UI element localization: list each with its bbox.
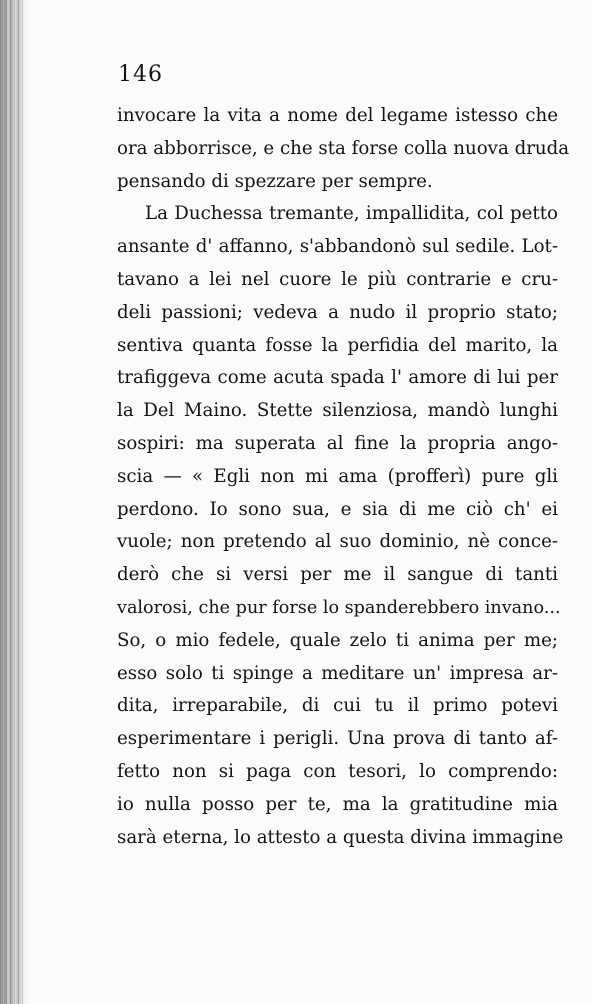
text-line: sospiri: ma superata al fine la propria ango- [117, 432, 558, 454]
text-line: ora abborrisce, e che sta forse colla nuova druda [117, 137, 570, 159]
text-line: vuole; non pretendo al suo dominio, nè conce- [117, 531, 558, 553]
text-line: dita, irreparabile, di cui tu il primo potevi [117, 695, 558, 717]
text-line: sarà eterna, lo attesto a questa divina immagine [117, 826, 564, 848]
text-line: la Del Maino. Stette silenziosa, mandò lunghi [117, 400, 558, 422]
text-line: esso solo ti spinge a meditare un' impresa ar- [117, 662, 558, 684]
book-binding-edge [0, 0, 30, 1004]
text-line: perdono. Io sono sua, e sia di me ciò ch' ei [117, 498, 558, 520]
text-line: pensando di spezzare per sempre. [117, 170, 433, 192]
text-line: trafiggeva come acuta spada l' amore di lui per [117, 367, 558, 389]
text-line: derò che si versi per me il sangue di tanti [117, 564, 558, 586]
text-line: So, o mio fedele, quale zelo ti anima per me; [117, 629, 558, 651]
page-number: 146 [118, 62, 163, 87]
text-line: esperimentare i perigli. Una prova di tanto af- [117, 728, 558, 750]
text-line: io nulla posso per te, ma la gratitudine mia [117, 793, 558, 815]
text-line: deli passioni; vedeva a nudo il proprio stato; [117, 301, 558, 323]
text-line: valorosi, che pur forse lo spanderebbero invano... [117, 597, 561, 618]
text-line: tavano a lei nel cuore le più contrarie e cru- [117, 268, 558, 290]
page-text [117, 100, 570, 854]
text-line: invocare la vita a nome del legame istesso che [117, 105, 558, 126]
text-line: ansante d' affanno, s'abbandonò sul sedile. Lot- [117, 236, 558, 258]
text-line: sentiva quanta fosse la perfidia del marito, la [117, 334, 558, 356]
text-line: fetto non si paga con tesori, lo comprendo: [117, 760, 558, 782]
text-line: scia — « Egli non mi ama (profferì) pure gli [117, 465, 558, 487]
text-line: La Duchessa tremante, impallidita, col petto [145, 203, 558, 225]
